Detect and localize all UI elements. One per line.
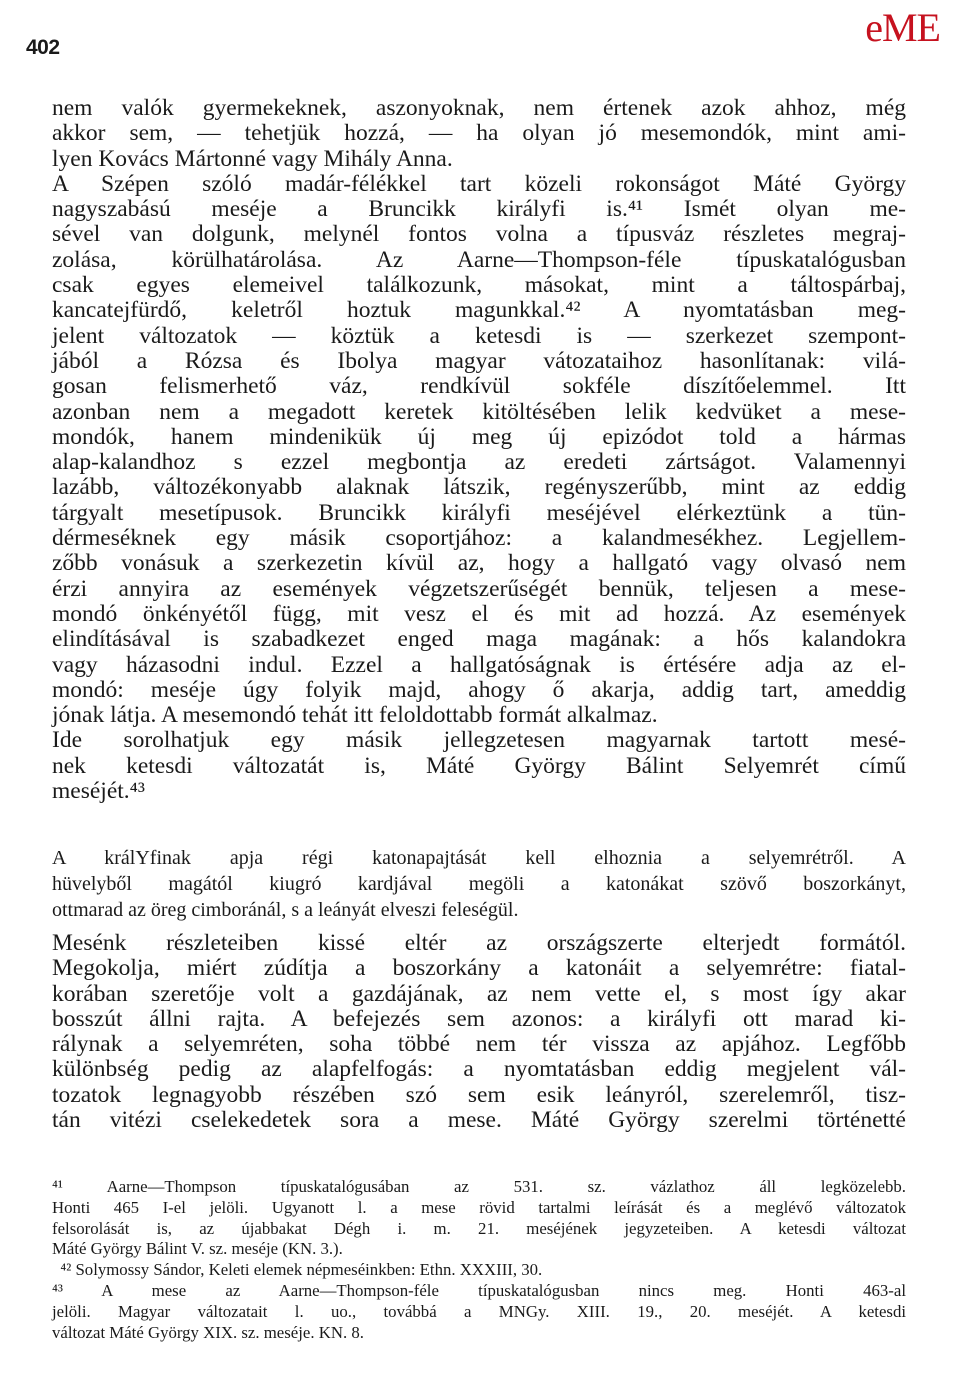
tale-summary xyxy=(52,845,906,923)
footnote-line: Honti 465 I-el jelöli. Ugyanott l. a mese rövid tartalmi leírását és a meglévő változatok xyxy=(52,1197,906,1217)
body-line: zőbb vonásuk a szerkezetin kívül az, hogy a hallgató vagy olvasó nem xyxy=(52,550,906,577)
body-line: tárgyalt mesetípusok. Bruncikk királyfi meséjével elérkeztünk a tün- xyxy=(52,499,906,526)
footnotes xyxy=(52,1177,906,1343)
body-line: alap-kalandhoz s ezzel megbontja az eredeti zártságot. Valamennyi xyxy=(52,449,906,476)
body-line: tozatok legnagyobb részében szó sem esik leányról, szerelemről, tisz- xyxy=(52,1081,906,1108)
body-line: kancatejfürdő, keletről hoztuk magunkkal.⁴² A nyomtatásban meg- xyxy=(52,297,906,324)
body-line: jelent változatok — köztük a ketesdi is — szerkezet szempont- xyxy=(52,322,906,349)
body-line: nek ketesdi változatát is, Máté György Bálint Selyemrét című xyxy=(52,752,906,779)
summary-line: A králYfinak apja régi katonapajtását kell elhoznia a selyemrétről. A xyxy=(52,847,906,869)
body-line: vagy házasodni indul. Ezzel a hallgatóságnak is értésére adja az el- xyxy=(52,651,906,678)
footnote-line: ⁴² Solymossy Sándor, Keleti elemek népmeséinkben: Ethn. XXXIII, 30. xyxy=(52,1260,543,1280)
body-line: sével van dolgunk, melynél fontos volna a típusváz részletes megraj- xyxy=(52,221,906,248)
body-line: különbség pedig az alapfelfogás: a nyomtatásban eddig megjelent vál- xyxy=(52,1056,906,1083)
body-line: gosan felismerhető váz, rendkívül sokféle díszítőelemmel. Itt xyxy=(52,373,906,400)
body-text xyxy=(52,96,906,804)
body-line: érzi annyira az események végzetszerűségét bennük, teljesen a mese- xyxy=(52,575,906,602)
summary-line: hüvelyből magától kiugró kardjával megöli a katonákat szövő boszorkányt, xyxy=(52,873,906,895)
body-line: A Szépen szóló madár-félékkel tart közeli rokonságot Máté György xyxy=(52,170,906,197)
body-line: mondó önkényétől függ, mit vesz el és mit ad hozzá. Az események xyxy=(52,600,906,627)
body-line: Ide sorolhatjuk egy másik jellegzetesen magyarnak tartott mesé- xyxy=(52,727,906,754)
body-line: bosszút állni rajta. A befejezés sem azonos: a királyfi ott marad ki- xyxy=(52,1005,906,1032)
body-line: nem valók gyermekeknek, aszonyoknak, nem értenek azok ahhoz, még xyxy=(52,95,906,121)
body-line: nagyszabású meséje a Bruncikk királyfi is.⁴¹ Ismét olyan me- xyxy=(52,196,906,223)
body-line: Megokolja, miért zúdítja a boszorkány a katonáit a selyemrétre: fiatal- xyxy=(52,955,906,982)
body-line: rálynak a selyemréten, soha többé nem tér vissza az apjához. Legfőbb xyxy=(52,1031,906,1058)
body-line: korában szeretője volt a gazdájának, az nem vette el, s most így akar xyxy=(52,980,906,1007)
summary-line: ottmarad az öreg cimboránál, s a leányát elveszi feleségül. xyxy=(52,899,519,921)
body-line: elindításával is szabadkezet enged maga magának: a hős kalandokra xyxy=(52,626,906,653)
body-line: jónak látja. A mesemondó tehát itt feloldottabb formát alkalmaz. xyxy=(52,702,658,729)
footnote-line: változat Máté György XIX. sz. meséje. KN. 8. xyxy=(52,1322,364,1342)
body-line: Mesénk részleteiben kissé eltér az országszerte elterjedt formától. xyxy=(52,930,906,956)
footnote-line: felsorolását is, az újabbakat Dégh i. m. 21. meséjének jegyzeteiben. A ketesdi változat xyxy=(52,1218,906,1238)
footnote-line: Máté György Bálint V. sz. meséje (KN. 3.). xyxy=(52,1239,343,1259)
footnote-line: jelöli. Magyar változatait l. uo., továbbá a MNGy. XIII. 19., 20. meséjét. A ketesdi xyxy=(52,1301,906,1321)
body-line: mondó: meséje úgy folyik majd, ahogy ő akarja, addig tart, ameddig xyxy=(52,676,906,703)
body-line: meséjét.⁴³ xyxy=(52,778,145,805)
body-line: csak egyes elemeivel találkozunk, másokat, mint a táltospárbaj, xyxy=(52,272,906,299)
body-line: lazább, változékonyabb alaknak látszik, regényszerűbb, mint az eddig xyxy=(52,474,906,501)
footnote-line: ⁴³ A mese az Aarne—Thompson-féle típuskatalógusban nincs meg. Honti 463-al xyxy=(52,1280,906,1300)
page-number: 402 xyxy=(26,36,60,59)
body-line: lyen Kovács Mártonné vagy Mihály Anna. xyxy=(52,145,453,172)
body-line: mondók, hanem mindenikük új meg új epizódot told a hármas xyxy=(52,423,906,450)
body-line: zolása, körülhatárolása. Az Aarne—Thompson-féle típuskatalógusban xyxy=(52,246,906,273)
publisher-logo: eME xyxy=(865,5,940,50)
footnote-line: ⁴¹ Aarne—Thompson típuskatalógusában az 531. sz. vázlathoz áll legközelebb. xyxy=(52,1177,906,1196)
body-text-continued xyxy=(52,931,906,1133)
body-line: jából a Rózsa és Ibolya magyar vátozataihoz hasonlítanak: vilá- xyxy=(52,347,906,374)
body-line: tán vitézi cselekedetek sora a mese. Máté György szerelmi történetté xyxy=(52,1107,906,1134)
body-line: dérmeséknek egy másik csoportjához: a kalandmesékhez. Legjellem- xyxy=(52,525,906,552)
body-line: azonban nem a megadott keretek kitöltésében lelik kedvüket a mese- xyxy=(52,398,906,425)
body-line: akkor sem, — tehetjük hozzá, — ha olyan jó mesemondók, mint ami- xyxy=(52,120,906,147)
